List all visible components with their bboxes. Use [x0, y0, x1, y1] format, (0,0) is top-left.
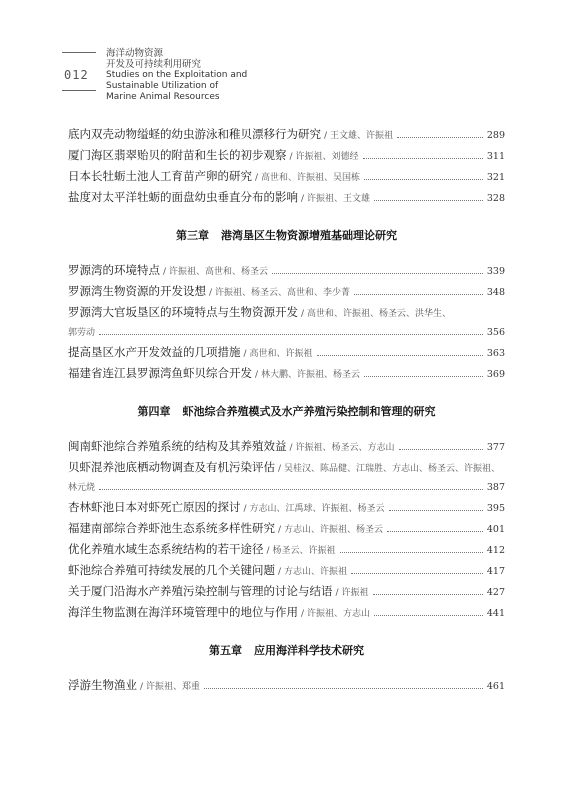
entry-authors: 林大鹏、许振祖、杨圣云 — [261, 370, 361, 380]
entry-separator: / — [278, 525, 282, 535]
toc-entry[interactable] — [68, 604, 505, 625]
toc-entry[interactable] — [68, 365, 505, 386]
entry-authors: 方志山、江禹球、许振祖、杨圣云 — [249, 504, 385, 514]
entry-separator: / — [278, 567, 282, 577]
rule-top — [62, 52, 96, 53]
leader-dots — [374, 615, 483, 616]
entry-page: 369 — [486, 369, 505, 380]
entry-separator: / — [243, 504, 247, 514]
entry-page: 356 — [486, 327, 505, 338]
entry-authors: 许振祖、王文雄 — [307, 194, 371, 204]
entry-title: 海洋生物监测在海洋环境管理中的地位与作用 — [68, 605, 298, 619]
entry-authors: 许振祖、高世和、杨圣云 — [169, 267, 269, 277]
entry-authors: 高世和、许振祖、吴国栋 — [261, 173, 361, 183]
entry-title: 罗源湾生物资源的开发设想 — [68, 284, 206, 298]
entry-separator: / — [243, 349, 247, 359]
entry-title: 贝虾混养池底栖动物调查及有机污染评估 — [68, 460, 275, 474]
toc-entry[interactable] — [68, 304, 505, 325]
book-title — [106, 48, 247, 103]
leader-dots — [387, 531, 483, 532]
entry-authors: 王文雄、许振祖 — [330, 131, 394, 141]
chapter-number: 第三章 — [176, 229, 209, 242]
entry-separator: / — [140, 682, 144, 692]
entry-page: 412 — [486, 545, 505, 556]
leader-dots — [204, 688, 483, 689]
leader-dots — [99, 489, 483, 490]
toc-entry[interactable] — [68, 583, 505, 604]
entry-separator: / — [255, 370, 259, 380]
entry-page: 328 — [486, 193, 505, 204]
entry-title: 闽南虾池综合养殖系统的结构及其养殖效益 — [68, 439, 287, 453]
running-header — [62, 48, 302, 108]
toc-entry[interactable] — [68, 344, 505, 365]
toc-entry[interactable] — [68, 562, 505, 583]
entry-separator: / — [266, 546, 270, 556]
toc-entry[interactable] — [68, 168, 505, 189]
entry-authors: 方志山、许振祖、杨圣云 — [284, 525, 384, 535]
leader-dots — [399, 449, 483, 450]
toc-entry[interactable] — [68, 283, 505, 304]
toc-entry-continuation[interactable] — [68, 325, 505, 344]
rule-bottom — [62, 90, 96, 91]
entry-separator: / — [163, 267, 167, 277]
entry-page: 339 — [486, 266, 505, 277]
chapter-title: 港湾垦区生物资源增殖基础理论研究 — [221, 229, 397, 242]
entry-separator: / — [255, 173, 259, 183]
leader-dots — [364, 179, 483, 180]
toc-entry[interactable] — [68, 189, 505, 210]
entry-separator: / — [301, 309, 305, 319]
entry-title: 关于厦门沿海水产养殖污染控制与管理的讨论与结语 — [68, 584, 333, 598]
leader-dots — [364, 376, 483, 377]
entry-authors: 吴桂汉、陈品健、江瑞胜、方志山、杨圣云、许振祖、 — [284, 464, 501, 474]
entry-separator: / — [289, 443, 293, 453]
entry-separator: / — [209, 288, 213, 298]
entry-title: 罗源湾大官坂垦区的环境特点与生物资源开发 — [68, 305, 298, 319]
book-title-cn-2: 开发及可持续利用研究 — [106, 59, 202, 70]
entry-page: 441 — [486, 608, 505, 619]
entry-page: 311 — [486, 151, 505, 162]
chapter-heading — [68, 386, 505, 438]
entry-page: 289 — [486, 130, 505, 141]
entry-title: 虾池综合养殖可持续发展的几个关键问题 — [68, 563, 275, 577]
leader-dots — [397, 137, 483, 138]
entry-authors: 许振祖、杨圣云、方志山 — [295, 443, 395, 453]
entry-authors: 方志山、许振祖 — [284, 567, 348, 577]
entry-title: 厦门海区翡翠贻贝的附苗和生长的初步观察 — [68, 148, 287, 162]
entry-page: 363 — [486, 348, 505, 359]
entry-separator: / — [324, 131, 328, 141]
toc-entry[interactable] — [68, 520, 505, 541]
entry-separator: / — [289, 152, 293, 162]
entry-authors: 许振祖、刘德经 — [295, 152, 359, 162]
entry-authors-continued: 林元烧 — [68, 483, 96, 493]
entry-authors: 高世和、许振祖、杨圣云、洪华生、 — [307, 309, 452, 319]
book-title-en-1: Studies on the Exploitation and — [106, 70, 248, 80]
toc-entry[interactable] — [68, 262, 505, 283]
toc-entry[interactable] — [68, 438, 505, 459]
leader-dots — [272, 273, 483, 274]
entry-title: 日本长牡蛎土池人工育苗产卵的研究 — [68, 169, 252, 183]
entry-page: 387 — [486, 482, 505, 493]
chapter-heading — [68, 625, 505, 677]
toc-entry[interactable] — [68, 147, 505, 168]
entry-title: 优化养殖水域生态系统结构的若干途径 — [68, 542, 264, 556]
toc-entry[interactable] — [68, 126, 505, 147]
page-number: 012 — [64, 68, 89, 82]
toc-entry[interactable] — [68, 677, 505, 698]
toc-entry[interactable] — [68, 499, 505, 520]
entry-authors: 许振祖 — [341, 588, 369, 598]
leader-dots — [374, 200, 483, 201]
toc-entry[interactable] — [68, 459, 505, 480]
entry-page: 427 — [486, 587, 505, 598]
entry-page: 401 — [486, 524, 505, 535]
entry-page: 377 — [486, 442, 505, 453]
chapter-title: 应用海洋科学技术研究 — [254, 644, 364, 657]
book-title-en-2: Sustainable Utilization of — [106, 81, 219, 91]
chapter-heading — [68, 210, 505, 262]
toc-entry[interactable] — [68, 541, 505, 562]
entry-authors: 许振祖、郑重 — [146, 682, 201, 692]
entry-authors: 许振祖、杨圣云、高世和、李少菁 — [215, 288, 351, 298]
chapter-number: 第四章 — [137, 405, 171, 418]
entry-title: 罗源湾的环境特点 — [68, 263, 160, 277]
entry-page: 348 — [486, 287, 505, 298]
entry-title: 底内双壳动物缢蛏的幼虫游泳和稚贝漂移行为研究 — [68, 127, 321, 141]
entry-separator: / — [301, 609, 305, 619]
chapter-title: 虾池综合养殖模式及水产养殖污染控制和管理的研究 — [182, 405, 436, 418]
book-title-cn-1: 海洋动物资源 — [106, 48, 164, 59]
leader-dots — [373, 594, 483, 595]
entry-authors: 许振祖、方志山 — [307, 609, 371, 619]
book-title-en-3: Marine Animal Resources — [106, 92, 220, 102]
leader-dots — [389, 510, 483, 511]
leader-dots — [351, 573, 483, 574]
table-of-contents — [68, 126, 505, 698]
entry-title: 福建省连江县罗源湾鱼虾贝综合开发 — [68, 366, 252, 380]
entry-title: 福建南部综合养虾池生态系统多样性研究 — [68, 521, 275, 535]
entry-authors-continued: 郭劳动 — [68, 328, 96, 338]
entry-page: 417 — [486, 566, 505, 577]
leader-dots — [354, 294, 483, 295]
leader-dots — [317, 355, 483, 356]
entry-title: 杏林虾池日本对虾死亡原因的探讨 — [68, 500, 241, 514]
entry-authors: 高世和、许振祖 — [249, 349, 313, 359]
entry-title: 提高垦区水产开发效益的几项措施 — [68, 345, 241, 359]
entry-title: 浮游生物渔业 — [68, 678, 137, 692]
entry-page: 461 — [486, 681, 505, 692]
leader-dots — [340, 552, 483, 553]
entry-page: 395 — [486, 503, 505, 514]
entry-separator: / — [278, 464, 282, 474]
leader-dots — [363, 158, 483, 159]
entry-title: 盐度对太平洋牡蛎的面盘幼虫垂直分布的影响 — [68, 190, 298, 204]
entry-separator: / — [335, 588, 339, 598]
entry-page: 321 — [486, 172, 505, 183]
leader-dots — [99, 334, 483, 335]
chapter-number: 第五章 — [209, 644, 242, 657]
entry-authors: 杨圣云、许振祖 — [272, 546, 336, 556]
toc-entry-continuation[interactable] — [68, 480, 505, 499]
entry-separator: / — [301, 194, 305, 204]
